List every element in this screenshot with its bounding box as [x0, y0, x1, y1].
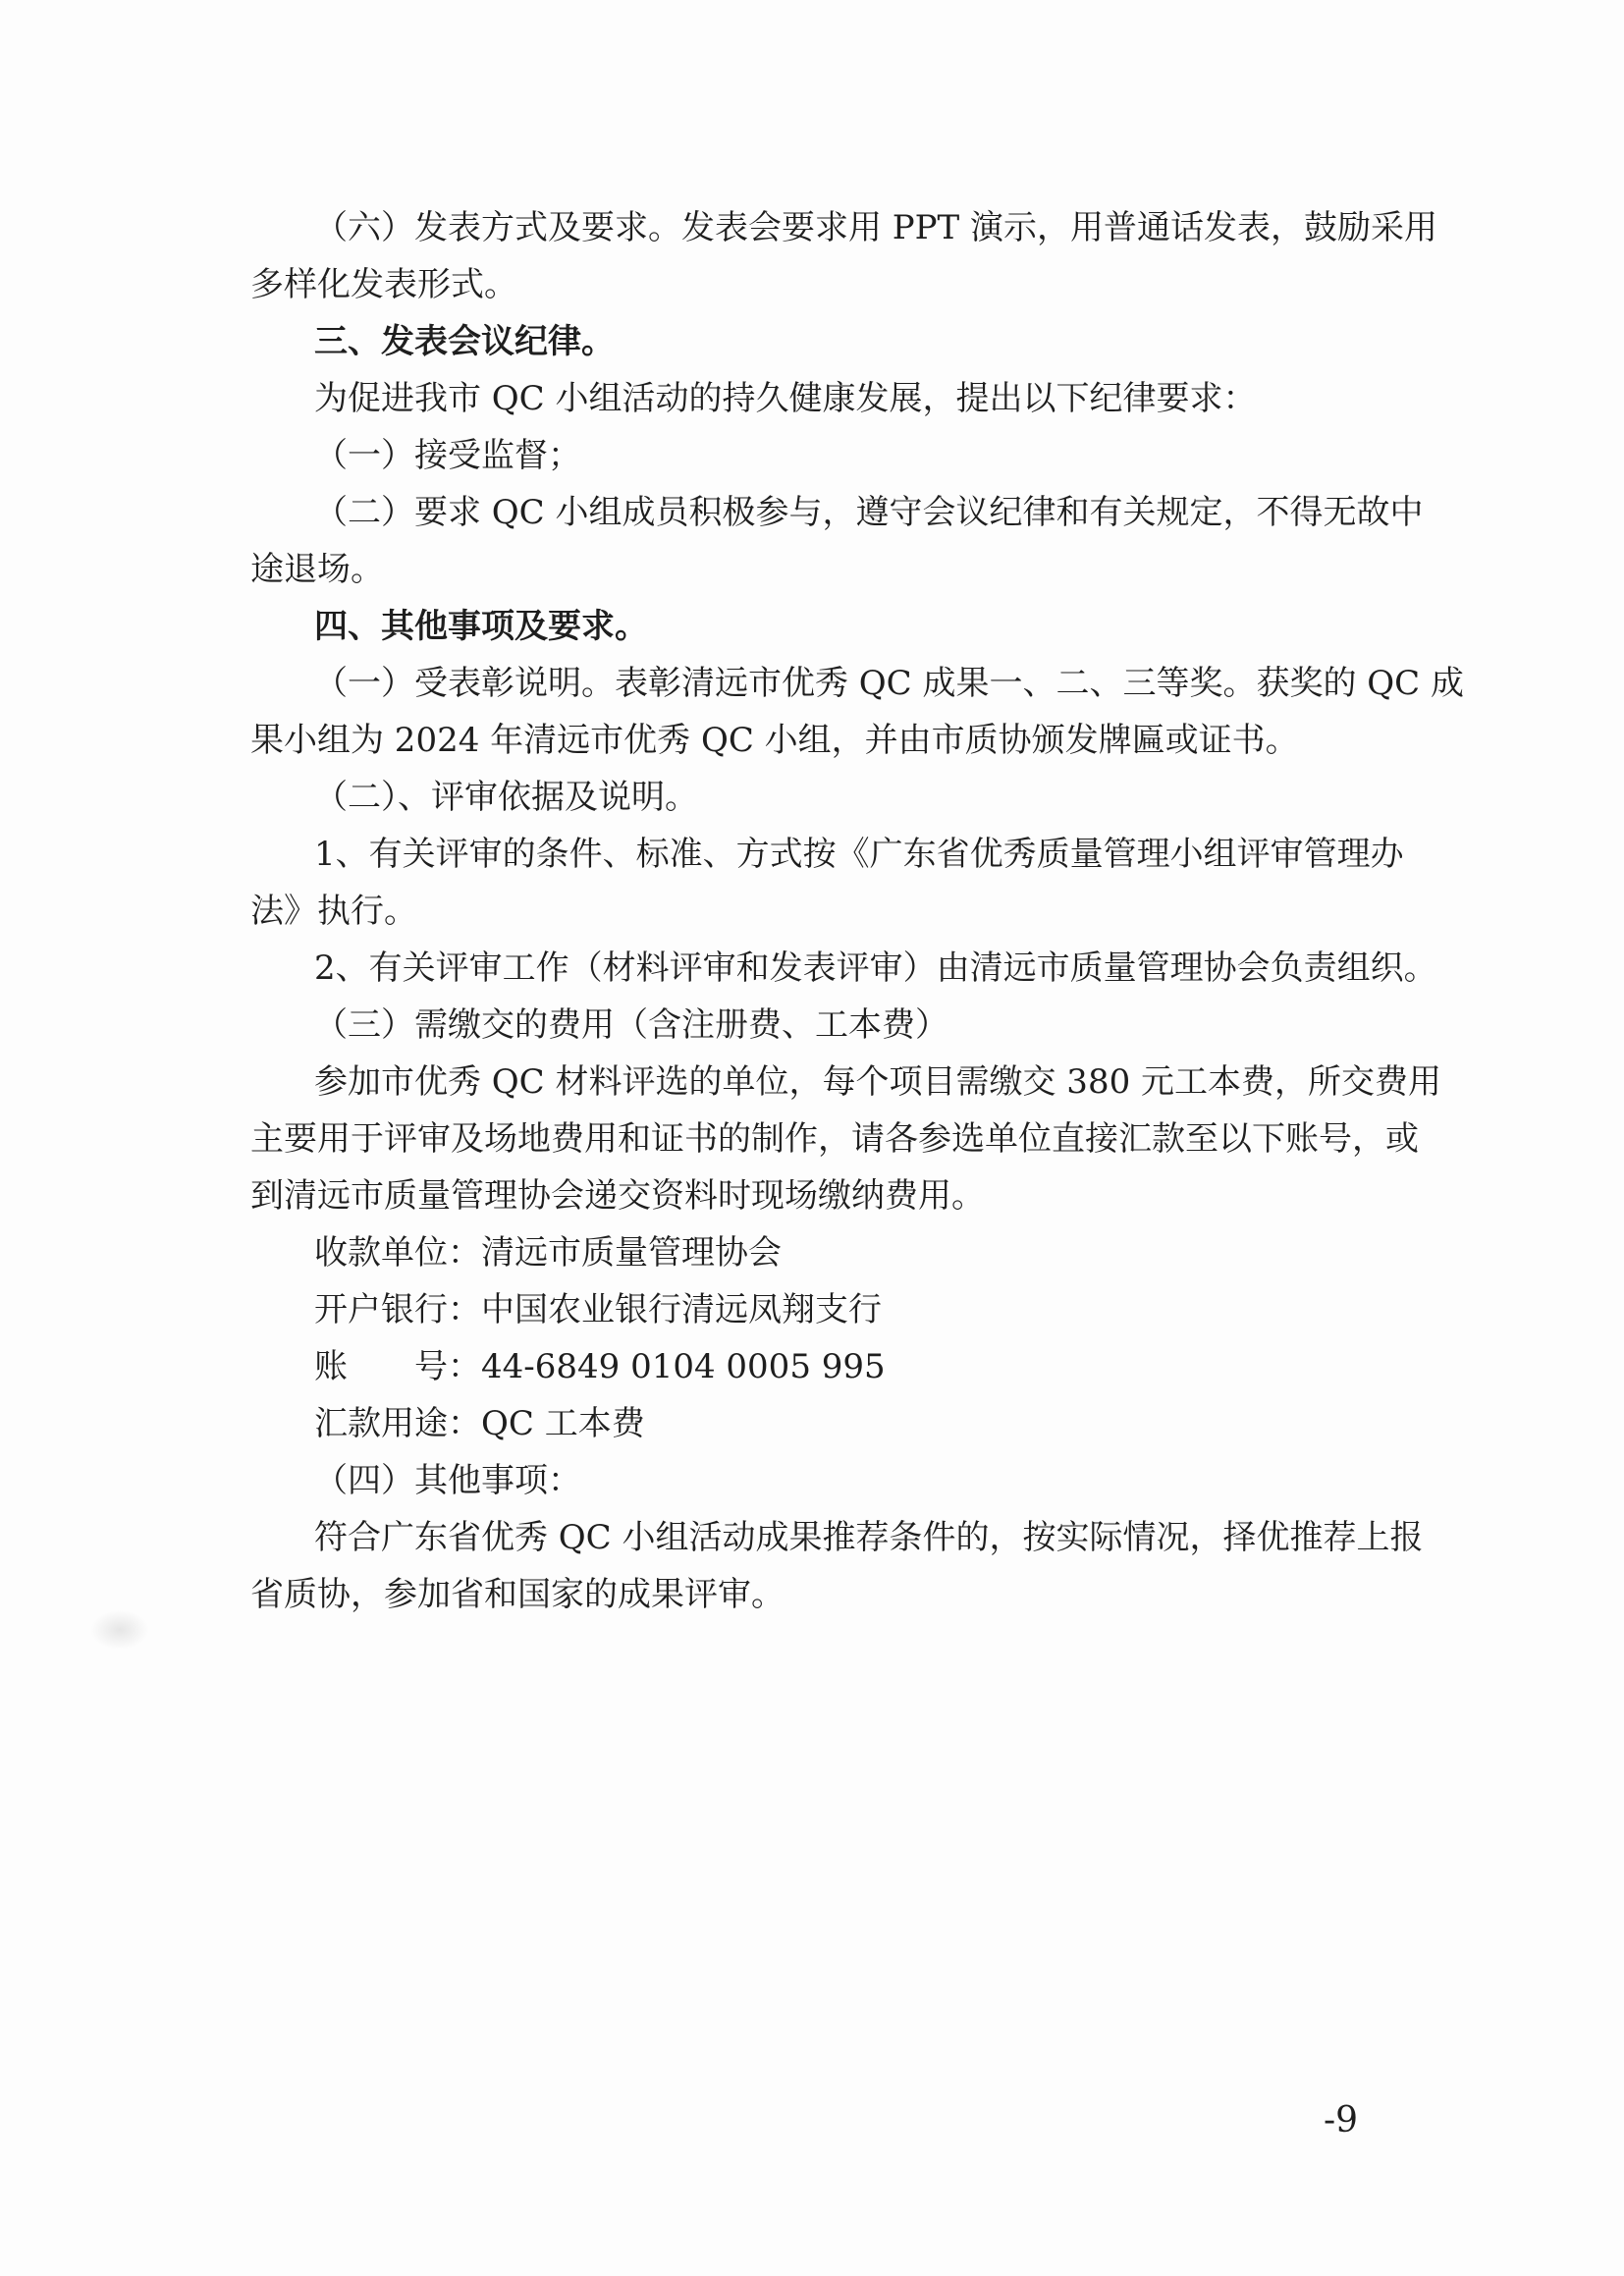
bank-line: 开户银行：中国农业银行清远凤翔支行	[314, 1290, 882, 1329]
page-number: -9	[1324, 2100, 1359, 2141]
paragraph-line: 2、有关评审工作（材料评审和发表评审）由清远市质量管理协会负责组织。	[314, 948, 1437, 988]
remittance-purpose-line: 汇款用途：QC 工本费	[314, 1404, 645, 1443]
account-number-line: 账 号：44-6849 0104 0005 995	[314, 1347, 886, 1386]
paragraph-line: （六）发表方式及要求。发表会要求用 PPT 演示，用普通话发表，鼓励采用	[314, 208, 1438, 247]
payee-line: 收款单位：清远市质量管理协会	[314, 1233, 782, 1273]
paragraph-line: （二）要求 QC 小组成员积极参与，遵守会议纪律和有关规定，不得无故中	[314, 493, 1424, 532]
scan-smudge	[90, 1610, 149, 1650]
paragraph-line: 参加市优秀 QC 材料评选的单位，每个项目需缴交 380 元工本费，所交费用	[314, 1062, 1442, 1102]
paragraph-line: 省质协，参加省和国家的成果评审。	[250, 1575, 785, 1614]
paragraph-line: 多样化发表形式。	[250, 265, 517, 304]
paragraph-line: 果小组为 2024 年清远市优秀 QC 小组，并由市质协颁发牌匾或证书。	[250, 721, 1299, 760]
section-heading: 三、发表会议纪律。	[314, 322, 615, 361]
paragraph-line: 到清远市质量管理协会递交资料时现场缴纳费用。	[250, 1176, 985, 1216]
paragraph-line: （四）其他事项：	[314, 1461, 581, 1500]
paragraph-line: （二）、评审依据及说明。	[314, 778, 698, 817]
paragraph-line: 为促进我市 QC 小组活动的持久健康发展，提出以下纪律要求：	[314, 379, 1257, 418]
paragraph-line: 途退场。	[250, 550, 384, 589]
paragraph-line: 符合广东省优秀 QC 小组活动成果推荐条件的，按实际情况，择优推荐上报	[314, 1518, 1424, 1557]
paragraph-line: （三）需缴交的费用（含注册费、工本费）	[314, 1005, 948, 1045]
paragraph-line: （一）接受监督；	[314, 436, 581, 475]
paragraph-line: 法》执行。	[250, 892, 417, 931]
paragraph-line: 主要用于评审及场地费用和证书的制作，请各参选单位直接汇款至以下账号，或	[250, 1119, 1419, 1159]
paragraph-line: （一）受表彰说明。表彰清远市优秀 QC 成果一、二、三等奖。获奖的 QC 成	[314, 664, 1465, 703]
section-heading: 四、其他事项及要求。	[314, 607, 648, 646]
paragraph-line: 1、有关评审的条件、标准、方式按《广东省优秀质量管理小组评审管理办	[314, 835, 1404, 874]
